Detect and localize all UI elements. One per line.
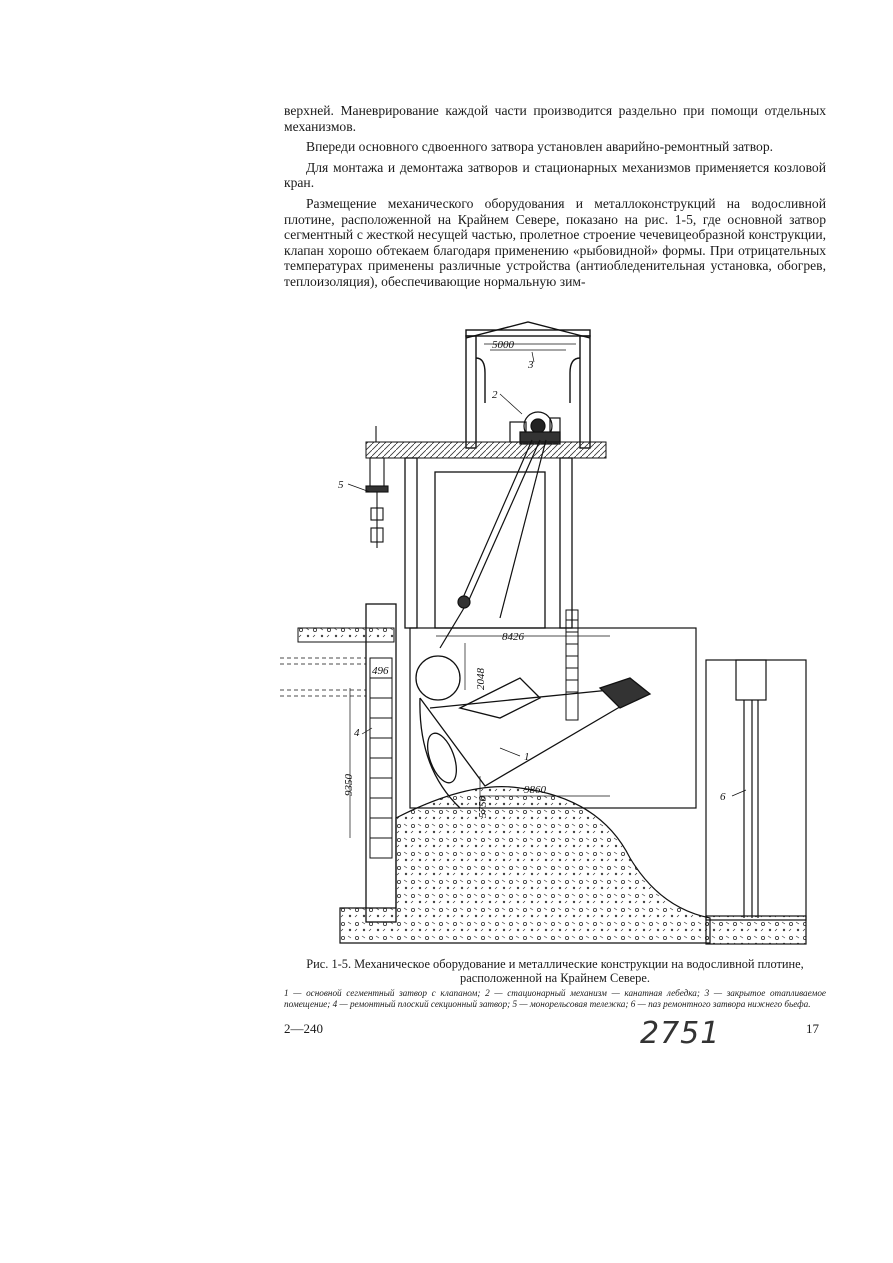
- handwritten-note: 2751: [640, 1016, 721, 1051]
- callout-3: 3: [528, 359, 534, 371]
- dim-9350: 9350: [343, 774, 355, 796]
- dim-5000: 5000: [492, 339, 514, 351]
- dim-8426: 8426: [502, 631, 524, 643]
- upstream-deck: [298, 628, 394, 642]
- heated-room: [466, 322, 590, 448]
- hoist-ropes: [440, 440, 546, 648]
- dim-5750: 5750: [477, 796, 489, 818]
- figure-caption: Рис. 1-5. Механическое оборудование и металлические конструкции на водосливной плотине, расположенной на Крайнем Севере.: [306, 957, 804, 985]
- paragraph-3: Для монтажа и демонтажа затворов и стационарных механизмов применяется козловой кран.: [284, 159, 826, 191]
- dim-2048: 2048: [475, 668, 487, 690]
- callout-6: 6: [720, 791, 726, 803]
- winch-mechanism: [510, 412, 560, 444]
- callout-4: 4: [354, 727, 360, 739]
- paragraph-2: Впереди основного сдвоенного затвора установлен аварийно-ремонтный затвор.: [306, 139, 774, 155]
- body-text: [284, 103, 826, 295]
- printer-signature: 2—240: [284, 1021, 323, 1036]
- callout-5: 5: [338, 479, 344, 491]
- dam-equipment-figure: [270, 318, 840, 953]
- dim-496: 496: [372, 665, 389, 677]
- callout-2: 2: [492, 389, 498, 401]
- repair-gate: [370, 658, 392, 858]
- callout-1: 1: [524, 751, 530, 763]
- figure-legend: 1 — основной сегментный затвор с клапаном; 2 — стационарный механизм — канатная лебедка; 3 — закрытое отапливаемое помещение; 4 — ремонтный плоский секционный затвор; 5 — монорельсовая тележка; 6 — паз ремонтного затвора нижнего бьефа.: [284, 988, 826, 1009]
- page-number: 17: [806, 1021, 819, 1036]
- water-level: [280, 658, 366, 696]
- paragraph-4: Размещение механического оборудования и металлоконструкций на водосливной плотине, расположенной на Крайнем Севере, показано на рис. 1-5, где основной затвор сегментный с жесткой несущей частью, пролетное строение чечевицеобразной конструкции, клапан хорошо обтекаем благодаря применению «рыбовидной» формы. При отрицательных температурах применены различные устройства (антиобледенительная установка, обогрев, теплоизоляция), обеспечивающие нормальную зим-: [284, 195, 826, 289]
- bridge-deck: [366, 442, 606, 458]
- dim-9860: 9860: [524, 784, 546, 796]
- portal-frame: [405, 458, 572, 628]
- paragraph-1: верхней. Маневрирование каждой части производится раздельно при помощи отдельных механизмов.: [284, 103, 826, 134]
